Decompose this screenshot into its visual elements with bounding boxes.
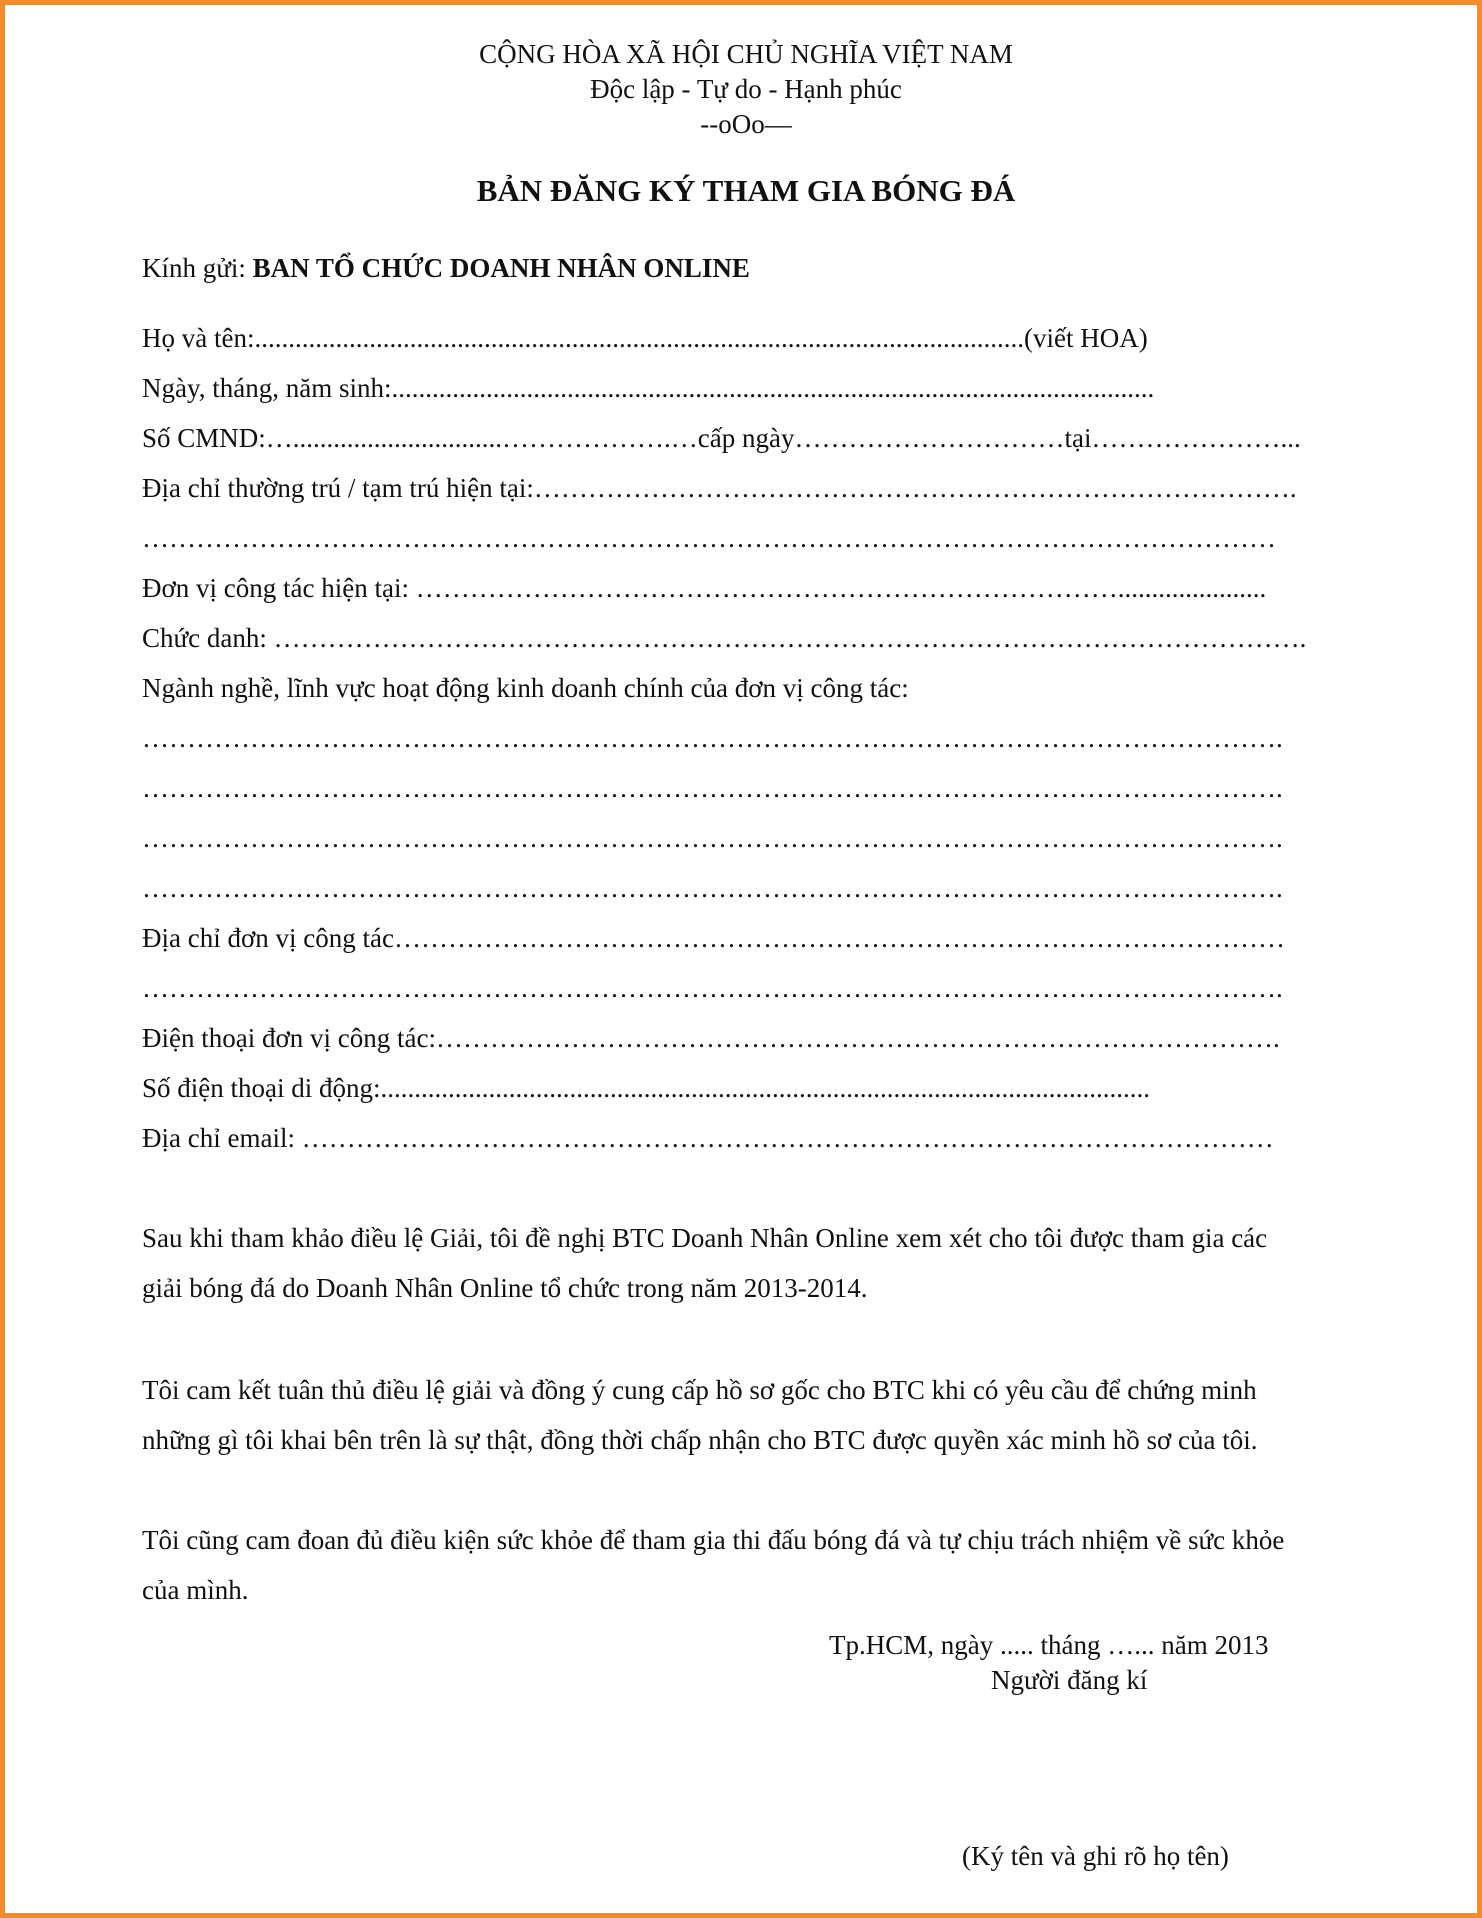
place-date-line: Tp.HCM, ngày ..... tháng …... năm 2013: [829, 1630, 1269, 1660]
id-card-field[interactable]: Số CMND:…...............................……………….…cấp ngày…………………………tại…………………...: [142, 423, 1301, 453]
position-field[interactable]: Chức danh: …………………………………………………………………………………………………….: [142, 623, 1307, 653]
paragraph-3-line-2: của mình.: [142, 1575, 249, 1605]
motto: Độc lập - Tự do - Hạnh phúc: [590, 74, 902, 104]
address-continuation-field[interactable]: ………………………………………………………………………………………………………………: [142, 523, 1276, 553]
paragraph-1-line-2: giải bóng đá do Doanh Nhân Online tổ chức trong năm 2013-2014.: [142, 1273, 868, 1303]
address-field[interactable]: Địa chỉ thường trú / tạm trú hiện tại:………………………………………………………………………….: [142, 473, 1297, 503]
paragraph-2-line-1: Tôi cam kết tuân thủ điều lệ giải và đồng ý cung cấp hồ sơ gốc cho BTC khi có yêu cầu để chứng minh: [142, 1375, 1257, 1405]
signer-label: Người đăng kí: [991, 1665, 1148, 1695]
work-phone-field[interactable]: Điện thoại đơn vị công tác:………………………………………………………………………………….: [142, 1023, 1280, 1053]
paragraph-1-line-1: Sau khi tham khảo điều lệ Giải, tôi đề nghị BTC Doanh Nhân Online xem xét cho tôi được tham gia các: [142, 1223, 1268, 1253]
signature-note: (Ký tên và ghi rõ họ tên): [962, 1841, 1229, 1871]
recipient-prefix: Kính gửi:: [142, 253, 253, 283]
workplace-field[interactable]: Đơn vị công tác hiện tại: ……………………………………………………………………......................: [142, 573, 1267, 603]
mobile-phone-field[interactable]: Số điện thoại di động:..................................................................................................................: [142, 1073, 1150, 1103]
paragraph-2-line-2: những gì tôi khai bên trên là sự thật, đồng thời chấp nhận cho BTC được quyền xác minh hồ sơ của tôi.: [142, 1425, 1258, 1455]
ornament-divider: --oOo—: [700, 109, 792, 139]
work-address-field[interactable]: Địa chỉ đơn vị công tác………………………………………………………………………………………: [142, 923, 1285, 953]
industry-label: Ngành nghề, lĩnh vực hoạt động kinh doanh chính của đơn vị công tác:: [142, 673, 909, 703]
email-field[interactable]: Địa chỉ email: ………………………………………………………………………………………………: [142, 1123, 1274, 1153]
industry-line-2[interactable]: ……………………………………………………………………………………………………………….: [142, 773, 1283, 803]
full-name-field[interactable]: Họ và tên:..................................................................................................................(viết HOA): [142, 323, 1148, 353]
paragraph-3-line-1: Tôi cũng cam đoan đủ điều kiện sức khỏe để tham gia thi đấu bóng đá và tự chịu trách nhiệm về sức khỏe: [142, 1525, 1285, 1555]
work-address-continuation-field[interactable]: ……………………………………………………………………………………………………………….: [142, 973, 1283, 1003]
recipient-line: [142, 252, 750, 284]
industry-line-3[interactable]: ……………………………………………………………………………………………………………….: [142, 823, 1283, 853]
page-title: BẢN ĐĂNG KÝ THAM GIA BÓNG ĐÁ: [476, 173, 1016, 208]
industry-line-1[interactable]: ……………………………………………………………………………………………………………….: [142, 723, 1283, 753]
country-heading: CỘNG HÒA XÃ HỘI CHỦ NGHĨA VIỆT NAM: [479, 39, 1013, 69]
dob-field[interactable]: Ngày, tháng, năm sinh:.................................................................................................................: [142, 373, 1155, 403]
industry-line-4[interactable]: ……………………………………………………………………………………………………………….: [142, 873, 1283, 903]
recipient-name: BAN TỔ CHỨC DOANH NHÂN ONLINE: [252, 253, 750, 283]
